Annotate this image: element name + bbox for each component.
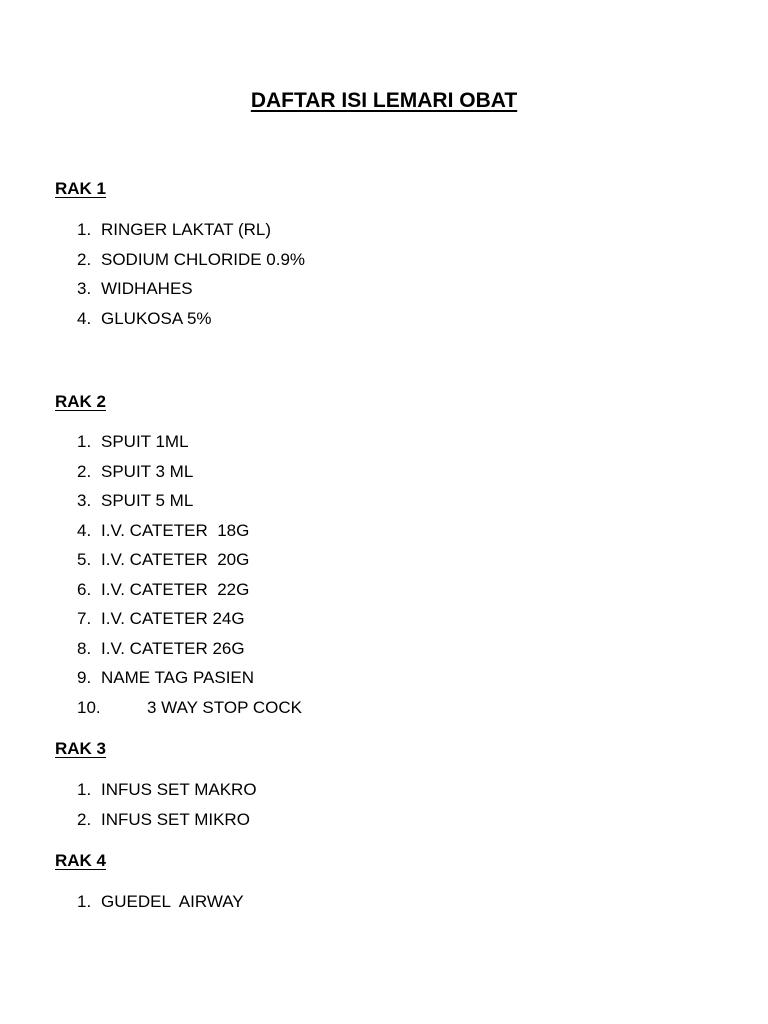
item-text: SPUIT 5 ML — [101, 491, 194, 510]
item-text: NAME TAG PASIEN — [101, 668, 255, 687]
item-number: 2. — [77, 249, 92, 269]
item-number: 1. — [77, 432, 92, 451]
item-text: RINGER LAKTAT (RL) — [101, 220, 272, 239]
section-heading-rak-3: RAK 3 — [55, 739, 107, 758]
item-number: 3. — [77, 491, 92, 510]
item-number: 8. — [77, 638, 92, 658]
item-text: SPUIT 1ML — [101, 432, 189, 451]
section-heading-rak-4: RAK 4 — [55, 851, 107, 870]
item-text: I.V. CATETER 18G — [101, 520, 250, 540]
item-text: GLUKOSA 5% — [101, 308, 212, 328]
item-number: 10. — [77, 697, 101, 717]
document-title-text: DAFTAR ISI LEMARI OBAT — [250, 89, 518, 112]
item-text: I.V. CATETER 26G — [101, 638, 245, 658]
item-text: SPUIT 3 ML — [101, 461, 194, 481]
item-text: WIDHAHES — [101, 279, 193, 298]
item-text: SODIUM CHLORIDE 0.9% — [101, 249, 306, 269]
item-number: 1. — [77, 780, 92, 799]
item-number: 2. — [77, 809, 92, 829]
item-number: 7. — [77, 609, 92, 628]
item-text: INFUS SET MIKRO — [101, 809, 250, 829]
section-heading-rak-2: RAK 2 — [55, 392, 107, 411]
item-number: 2. — [77, 461, 92, 481]
item-number: 5. — [77, 550, 92, 569]
item-text: I.V. CATETER 24G — [101, 609, 245, 628]
item-number: 1. — [77, 220, 92, 239]
item-text: GUEDEL AIRWAY — [101, 892, 244, 911]
section-heading-rak-1: RAK 1 — [55, 179, 107, 198]
document-title — [0, 88, 768, 114]
item-number: 1. — [77, 892, 92, 911]
item-number: 3. — [77, 279, 92, 298]
item-number: 4. — [77, 520, 92, 540]
item-text: INFUS SET MAKRO — [101, 780, 257, 799]
item-number: 6. — [77, 579, 92, 599]
item-text: I.V. CATETER 20G — [101, 550, 250, 569]
item-text: 3 WAY STOP COCK — [147, 697, 302, 717]
item-number: 9. — [77, 668, 92, 687]
item-number: 4. — [77, 308, 92, 328]
item-text: I.V. CATETER 22G — [101, 579, 250, 599]
